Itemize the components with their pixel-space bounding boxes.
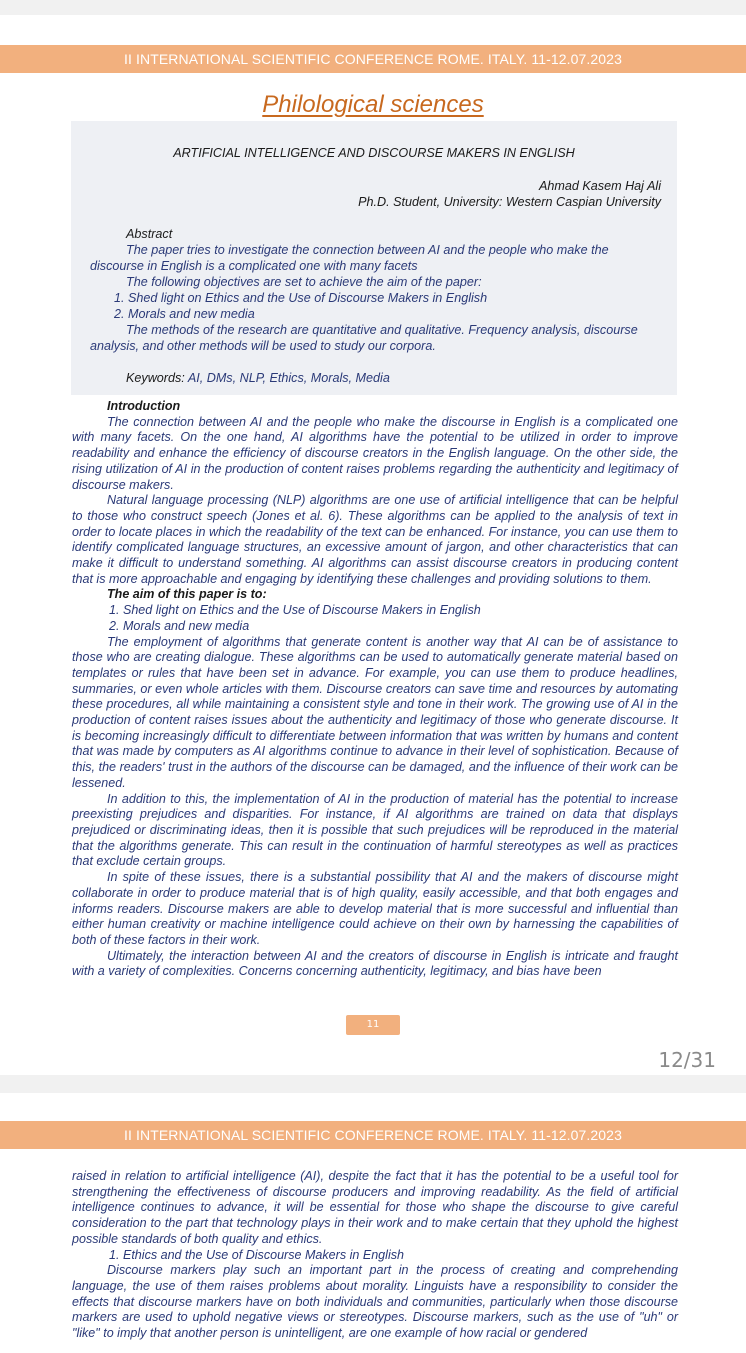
paragraph: In spite of these issues, there is a substantial possibility that AI and the makers of discourse might collaborate in order to produce material that is of high quality, easily accessible, and that both engages and informs readers. Discourse makers are able to develop material that is more successful and influential than either human creativity or machine intelligence could achieve on their own by harnessing the capabilities of both of these factors in their work. [72,870,678,947]
conference-header: II INTERNATIONAL SCIENTIFIC CONFERENCE ROME. ITALY. 11-12.07.2023 [0,1121,746,1149]
aim-heading: The aim of this paper is to: [107,587,267,602]
aim-item: 1. Shed light on Ethics and the Use of Discourse Makers in English [109,603,481,618]
paragraph: Discourse markers play such an important part in the process of creating and comprehending language, the use of them raises problems about morality. Linguists have a responsibility to consider the effects that discourse markers have on both individuals and communities, particularly when those discourse markers are used to uphold negative views or stereotypes. Discourse markers, such as the use of "uh" or "like" to imply that another person is unintelligent, are one example of how racial or gendered [72,1263,678,1341]
paragraph: Natural language processing (NLP) algorithms are one use of artificial intelligence that can be helpful to those who construct speech (Jones et al. 6). These algorithms can be applied to the analysis of text in order to locate places in which the readability of the text can be enhanced. For instance, you can use them to identify complicated language structures, an excessive amount of jargon, and other characteristics that can make it difficult to understand something. AI algorithms can assist discourse creators in producing content that is more approachable and engaging by identifying these challenges and providing solutions to them. [72,493,678,586]
sub-heading: 1. Ethics and the Use of Discourse Makers in English [109,1247,404,1262]
document-page [0,1093,746,1353]
conference-header: II INTERNATIONAL SCIENTIFIC CONFERENCE ROME. ITALY. 11-12.07.2023 [0,45,746,73]
keywords-list: AI, DMs, NLP, Ethics, Morals, Media [184,371,390,385]
abstract-objective: 1. Shed light on Ethics and the Use of Discourse Makers in English [114,291,488,305]
paragraph: Ultimately, the interaction between AI and the creators of discourse in English is intricate and fraught with a variety of complexities. Concerns concerning authenticity, legitimacy, and bias have been [72,948,678,979]
paragraph: The employment of algorithms that generate content is another way that AI can be of assistance to those who are creating dialogue. These algorithms can be used to automatically generate material based on templates or rules that have been set in advance. For example, you can use them to produce headlines, summaries, or even whole articles with them. Discourse creators can save time and resources by automating these procedures, all while maintaining a consistent style and tone in their work. The growing use of AI in the production of content raises issues about the authenticity and legitimacy of those who generate discourse. It is becoming increasingly difficult to differentiate between information that was written by humans and content that was made by computers as AI algorithms continue to advance in their level of sophistication. Because of this, the readers' trust in the authors of the discourse can be damaged, and the influence of their work can be lessened. [72,634,678,790]
section-title: Philological sciences [262,91,484,118]
abstract-objective: 2. Morals and new media [114,307,255,321]
paragraph: The connection between AI and the people who make the discourse in English is a complicated one with many facets. On the one hand, AI algorithms have the potential to be utilized in order to improve readability and enhance the efficiency of discourse creators in the English language. On the other side, the rising utilization of AI in the production of content raises problems regarding the authenticity and legitimacy of discourse makers. [72,414,678,492]
aim-item: 2. Morals and new media [109,618,250,633]
author-affiliation: Ph.D. Student, University: Western Caspian University [358,195,661,209]
abstract-line: The methods of the research are quantitative and qualitative. Frequency analysis, discourse [126,323,638,337]
abstract-line: analysis, and other methods will be used to study our corpora. [90,339,436,353]
abstract-box [71,121,677,395]
keywords-label: Keywords: [126,371,185,385]
author-name: Ahmad Kasem Haj Ali [538,179,661,193]
document-page [0,15,746,1075]
abstract-line: discourse in English is a complicated one with many facets [90,259,418,273]
abstract-line: The following objectives are set to achieve the aim of the paper: [126,275,482,289]
article-body [72,1169,678,1342]
article-title: ARTIFICIAL INTELLIGENCE AND DISCOURSE MAKERS IN ENGLISH [173,146,575,160]
intro-heading: Introduction [107,399,181,413]
paragraph: raised in relation to artificial intelligence (AI), despite the fact that it has the potential to be a useful tool for strengthening the effectiveness of discourse producers and improving readability. As the field of artificial intelligence continues to advance, it will be essential for those who shape the discourse to give careful consideration to the part that technology plays in their work and to make certain that they uphold the highest possible standards of both quality and ethics. [72,1169,678,1246]
abstract-heading: Abstract [126,227,173,241]
abstract-line: The paper tries to investigate the connection between AI and the people who make the [126,243,609,257]
keywords [126,370,390,386]
page-number-badge: 11 [346,1015,400,1035]
article-body [72,399,678,980]
page-counter: 12/31 [658,1048,716,1072]
paragraph: In addition to this, the implementation of AI in the production of material has the potential to increase preexisting prejudices and disparities. For instance, if AI algorithms are trained on data that displays prejudiced or discriminating ideas, then it is possible that such prejudices will be reproduced in the material that the algorithms generate. This can result in the continuation of harmful stereotypes as well as practices that exclude certain groups. [72,791,678,869]
